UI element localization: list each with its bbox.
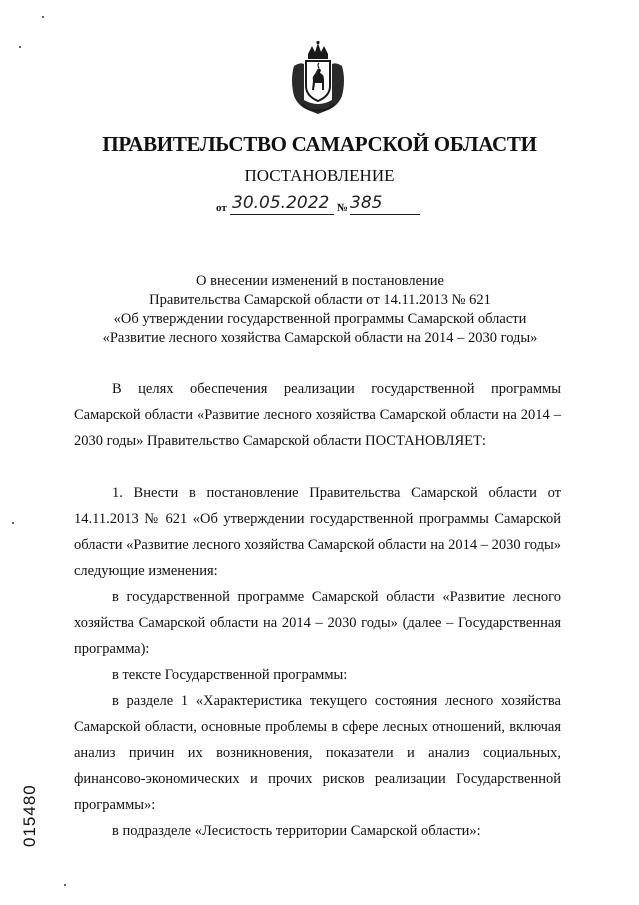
subject-line-3: «Об утверждении государственной программы Самарской области: [113, 311, 527, 327]
subject-line-1: О внесении изменений в постановление: [196, 273, 444, 289]
handwritten-date: 30.05.2022: [232, 193, 330, 213]
paragraph-program-text: в тексте Государственной программы:: [112, 667, 348, 683]
decree-subject: [60, 272, 580, 348]
subject-line-4: «Развитие лесного хозяйства Самарской области на 2014 – 2030 годы»: [102, 330, 538, 346]
document-type: ПОСТАНОВЛЕНИЕ: [244, 166, 395, 185]
serial-number: 015480: [20, 784, 39, 847]
number-prefix: №: [337, 202, 349, 214]
paragraph-section-1: в разделе 1 «Характеристика текущего состояния лесного хозяйства Самарской области, основные проблемы в сфере лесных отношений, включая анализ причин их возникновения, показатели и анализ социальных, финансово-экономических и прочих рисков реализации Государственной программы»:: [74, 693, 561, 813]
coat-of-arms-emblem: [288, 40, 348, 116]
scan-speck: [19, 46, 21, 48]
scan-speck: [64, 884, 66, 886]
handwritten-number: 385: [350, 193, 383, 213]
paragraph-subsection: в подразделе «Лесистость территории Самарской области»:: [112, 823, 481, 839]
scan-speck: [12, 522, 14, 524]
number-underline: [350, 214, 420, 215]
date-underline: [230, 214, 334, 215]
date-number-line: [200, 193, 440, 215]
paragraph-program: в государственной программе Самарской области «Развитие лесного хозяйства Самарской области на 2014 – 2030 годы» (далее – Государственная программа):: [74, 589, 561, 657]
paragraph-preamble: В целях обеспечения реализации государственной программы Самарской области «Развитие лесного хозяйства Самарской области на 2014 – 2030 годы» Правительство Самарской области ПОСТАНОВЛЯЕТ:: [74, 381, 561, 449]
paragraph-item-1: 1. Внести в постановление Правительства Самарской области от 14.11.2013 № 621 «Об утверждении государственной программы Самарской области «Развитие лесного хозяйства Самарской области на 2014 – 2030 годы» следующие изменения:: [74, 485, 561, 579]
subject-line-2: Правительства Самарской области от 14.11.2013 № 621: [149, 292, 491, 308]
government-title: ПРАВИТЕЛЬСТВО САМАРСКОЙ ОБЛАСТИ: [102, 132, 537, 156]
scan-speck: [42, 16, 44, 18]
date-prefix: от: [216, 202, 227, 214]
